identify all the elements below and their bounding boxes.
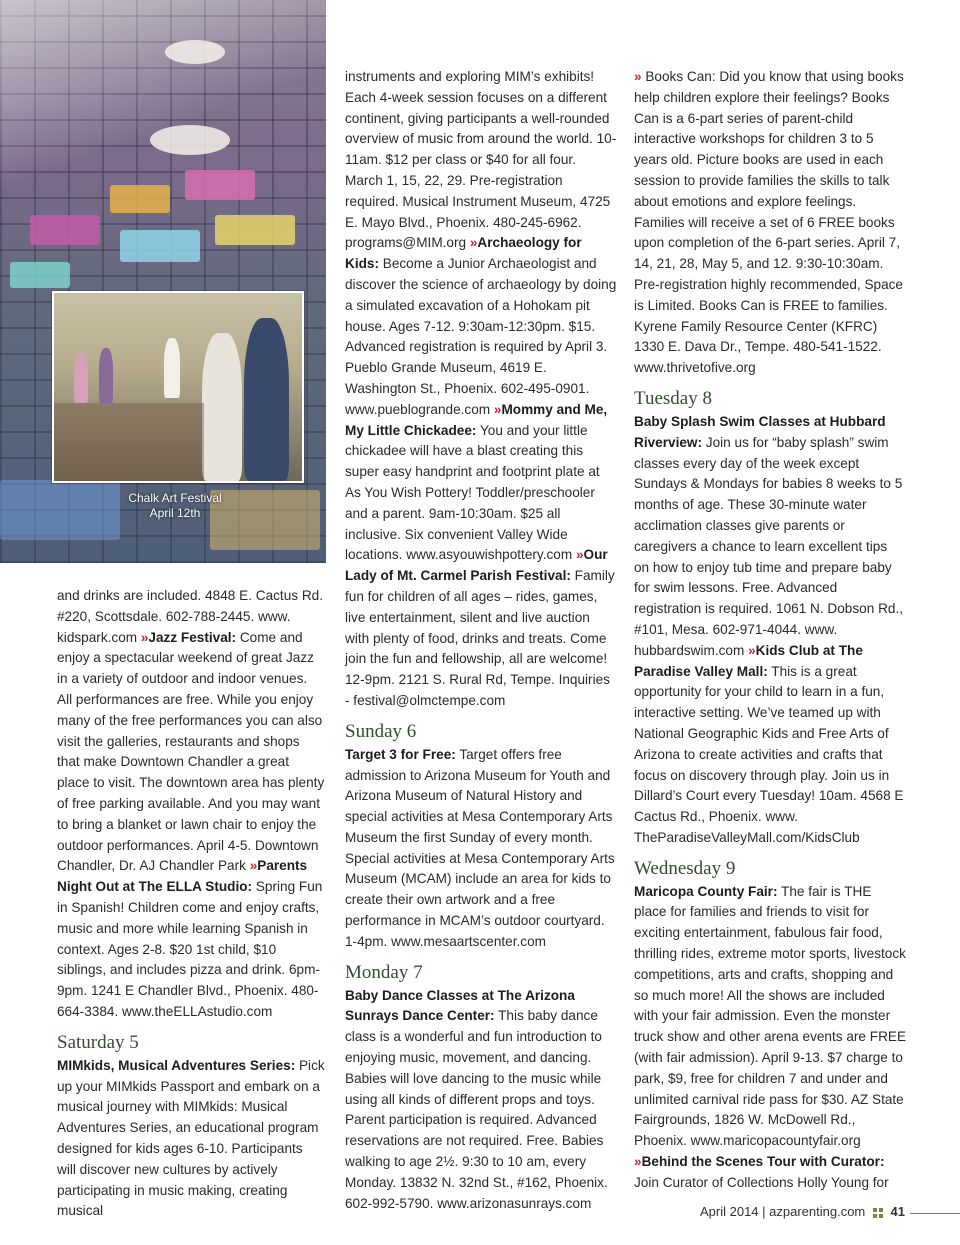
event-title: Maricopa County Fair: — [634, 883, 778, 899]
photo-caption — [100, 491, 250, 521]
body-text: You and your little chickadee will have a blast creating this super easy handprint and footprint plate at As You Wish Pottery! Toddler/preschooler and a parent. 9am-10:30am. $25 all inclusive. Six convenient Valley Wide locations. www.asyouwishpottery.com — [345, 422, 600, 563]
event-paragraph — [345, 986, 617, 1215]
chalk-mural — [54, 403, 204, 481]
body-text: Come and enjoy a spectacular weekend of great Jazz in a variety of outdoor and indoor venues. All performances are free. While you enjoy many of the free performances you can also visit the galleries, restaurants and shops that make Downtown Chandler a great place to visit. The downtown area has plenty of free parking available. And you may want to bring a blanket or lawn chair to enjoy the outdoor performances. April 4-5. Downtown Chandler, Dr. AJ Chandler Park — [57, 629, 325, 874]
person — [99, 348, 113, 403]
event-title: Behind the Scenes Tour with Curator: — [641, 1154, 885, 1170]
footer-rule — [910, 1213, 960, 1214]
caption-title: Chalk Art Festival — [128, 491, 222, 505]
day-heading: Tuesday 8 — [634, 387, 712, 409]
event-title: Baby Dance Classes at The Arizona Sunrays Dance Center: — [345, 987, 575, 1024]
chalk-drawing — [120, 230, 200, 262]
column-right — [634, 67, 906, 1194]
page-footer — [700, 1204, 950, 1222]
chalk-drawing — [185, 170, 255, 200]
event-title: Kids Club at The Paradise Valley Mall: — [634, 642, 863, 679]
dots-icon — [873, 1208, 883, 1218]
festival-crowd-photo — [52, 291, 304, 483]
body-text: This baby dance class is a wonderful and fun introduction to enjoying music, movement, and dancing. Babies will love dancing to the music while using all kinds of different props and toys. Parent participation is required. Advanced reservations are not required. Free. Babies walking to age 2½. 9:30 to 10 am, every Monday. 13832 N. 32nd St., #162, Phoenix. 602-992-5790. www.arizonasunrays.com — [345, 1008, 608, 1211]
arrow-marker: » — [634, 69, 642, 84]
day-heading: Wednesday 9 — [634, 857, 736, 879]
body-text: The fair is THE place for families and friends to visit for exciting entertainment, fabulous fair food, thrilling rides, extreme motor sports, livestock competitions, arts and crafts, shopping and so much more! All the shows are included with your fair admission. Even the monster truck show and other arena events are FREE (with fair admission). April 9-13. $7 charge to park, $9, free for children 7 and under and unlimited carnival ride pass for $30. AZ State Fairgrounds, 1826 W. McDowell Rd., Phoenix. www.maricopacountyfair.org — [634, 883, 907, 1149]
event-paragraph — [634, 67, 906, 379]
person — [164, 338, 180, 398]
day-heading: Saturday 5 — [57, 1031, 139, 1053]
person — [74, 353, 88, 403]
event-paragraph — [345, 67, 617, 712]
arrow-marker: » — [140, 629, 149, 645]
arrow-marker: » — [249, 858, 258, 874]
arrow-marker: » — [575, 547, 584, 563]
event-title: Archaeology for Kids: — [345, 235, 582, 272]
event-paragraph — [345, 745, 617, 953]
body-text: instruments and exploring MIM’s exhibits! Each 4-week session focuses on a different continent, giving participants a well-rounded overview of music from around the world. 10-11am. $12 per class or $40 for all four. March 1, 15, 22, 29. Pre-registration required. Musical Instrument Museum, 4725 E. Mayo Blvd., Phoenix. 480-245-6962. programs@MIM.org — [345, 69, 617, 251]
body-text: Join us for “baby splash” swim classes every day of the week except Sundays & Mondays for babies 8 weeks to 5 months of age. These 30-minute water acclimation classes give parents or caregivers a chance to learn excellent tips on how to enjoy tub time and prepare baby for swim lessons. Free. Advanced registration is required. 1061 N. Dobson Rd., #101, Mesa. 602-971-4044. www. hubbardswim.com — [634, 434, 903, 658]
chalk-drawing — [30, 215, 100, 245]
body-text: and drinks are included. 4848 E. Cactus Rd. #220, Scottsdale. 602-788-2445. www. kidspark.com — [57, 588, 323, 645]
arrow-marker: » — [634, 1154, 642, 1170]
body-text: This is a great opportunity for your child to learn in a fun, interactive setting. We’ve teamed up with National Geographic Kids and Free Arts of Arizona to create activities and crafts that focus on discovery through play. Join us in Dillard’s Court every Tuesday! 10am. 4568 E Cactus Rd., Phoenix. www. TheParadiseValleyMall.com/KidsClub — [634, 663, 904, 845]
chalk-art-photo — [0, 0, 326, 563]
event-title: Our Lady of Mt. Carmel Parish Festival: — [345, 547, 608, 584]
event-title: Jazz Festival: — [148, 629, 237, 645]
column-middle — [345, 67, 617, 1214]
event-title: Baby Splash Swim Classes at Hubbard Riverview: — [634, 413, 886, 450]
person — [202, 333, 242, 481]
event-title: Parents Night Out at The ELLA Studio: — [57, 858, 308, 895]
event-title: Mommy and Me, My Little Chickadee: — [345, 401, 608, 438]
caption-date: April 12th — [149, 506, 201, 520]
event-paragraph — [57, 586, 325, 1023]
chalk-drawing — [215, 215, 295, 245]
chalk-drawing — [110, 185, 170, 213]
chalk-bowl — [165, 40, 225, 64]
page-number: 41 — [890, 1204, 905, 1219]
arrow-marker: » — [469, 235, 478, 251]
body-text: Pick up your MIMkids Passport and embark on a musical journey with MIMkids: Musical Adventures Series, an educational program designed for kids ages 6-10. Participants will discover new cultures by actively participating in music making, creating musical — [57, 1057, 325, 1219]
person — [244, 318, 289, 481]
arrow-marker: » — [748, 642, 756, 658]
event-paragraph — [634, 412, 906, 849]
column-left — [57, 586, 325, 1222]
body-text: Books Can: Did you know that using books help children explore their feelings? Books Can is a 6-part series of parent-child interactive workshops for children 3 to 5 years old. Picture books are used in each session to provide families the skills to talk about emotions and explore feelings. Families will receive a set of 6 FREE books upon completion of the 6-part series. April 7, 14, 21, 28, May 5, and 12. 9:30-10:30am. Pre-registration highly recommended, Space is Limited. Books Can is FREE to families. Kyrene Family Resource Center (KFRC) 1330 E. Dava Dr., Tempe. 480-541-1522. www.thrivetofive.org — [634, 69, 904, 376]
event-title: MIMkids, Musical Adventures Series: — [57, 1057, 296, 1073]
event-title: Target 3 for Free: — [345, 746, 456, 762]
body-text: Join Curator of Collections Holly Young for — [634, 1174, 889, 1190]
day-heading: Monday 7 — [345, 961, 423, 983]
event-paragraph — [634, 882, 906, 1194]
issue-label: April 2014 | azparenting.com — [700, 1204, 866, 1219]
body-text: Target offers free admission to Arizona Museum for Youth and Arizona Museum of Natural History and special activities at Mesa Contemporary Arts Museum the first Sunday of every month. Special activities at Mesa Contemporary Arts Museum (MCAM) include an area for kids to create their own artwork and a free performance in MCAM’s outdoor courtyard. 1-4pm. www.mesaartscenter.com — [345, 746, 615, 949]
chalk-drawing — [10, 262, 70, 288]
event-paragraph — [57, 1056, 325, 1222]
body-text: Become a Junior Archaeologist and discover the science of archaeology by doing a simulated excavation of a Hohokam pit house. Ages 7-12. 9:30am-12:30pm. $15. Advanced registration is required by April 3. Pueblo Grande Museum, 4619 E. Washington St., Phoenix. 602-495-0901. www.pueblogrande.com — [345, 256, 617, 417]
arrow-marker: » — [493, 401, 502, 417]
body-text: Spring Fun in Spanish! Children come and enjoy crafts, music and more while learning Spanish in context. Ages 2-8. $20 1st child, $10 siblings, and includes pizza and drink. 6pm-9pm. 1241 E Chandler Blvd., Phoenix. 480-664-3384. www.theELLAstudio.com — [57, 879, 323, 1019]
day-heading: Sunday 6 — [345, 720, 417, 742]
body-text: Family fun for children of all ages – rides, games, live entertainment, silent and live auction with plenty of food, drinks and treats. Come join the fun and fellowship, all are welcome! 12-9pm. 2121 S. Rural Rd, Tempe. Inquiries - festival@olmctempe.com — [345, 568, 615, 708]
chalk-bowl — [150, 125, 230, 155]
